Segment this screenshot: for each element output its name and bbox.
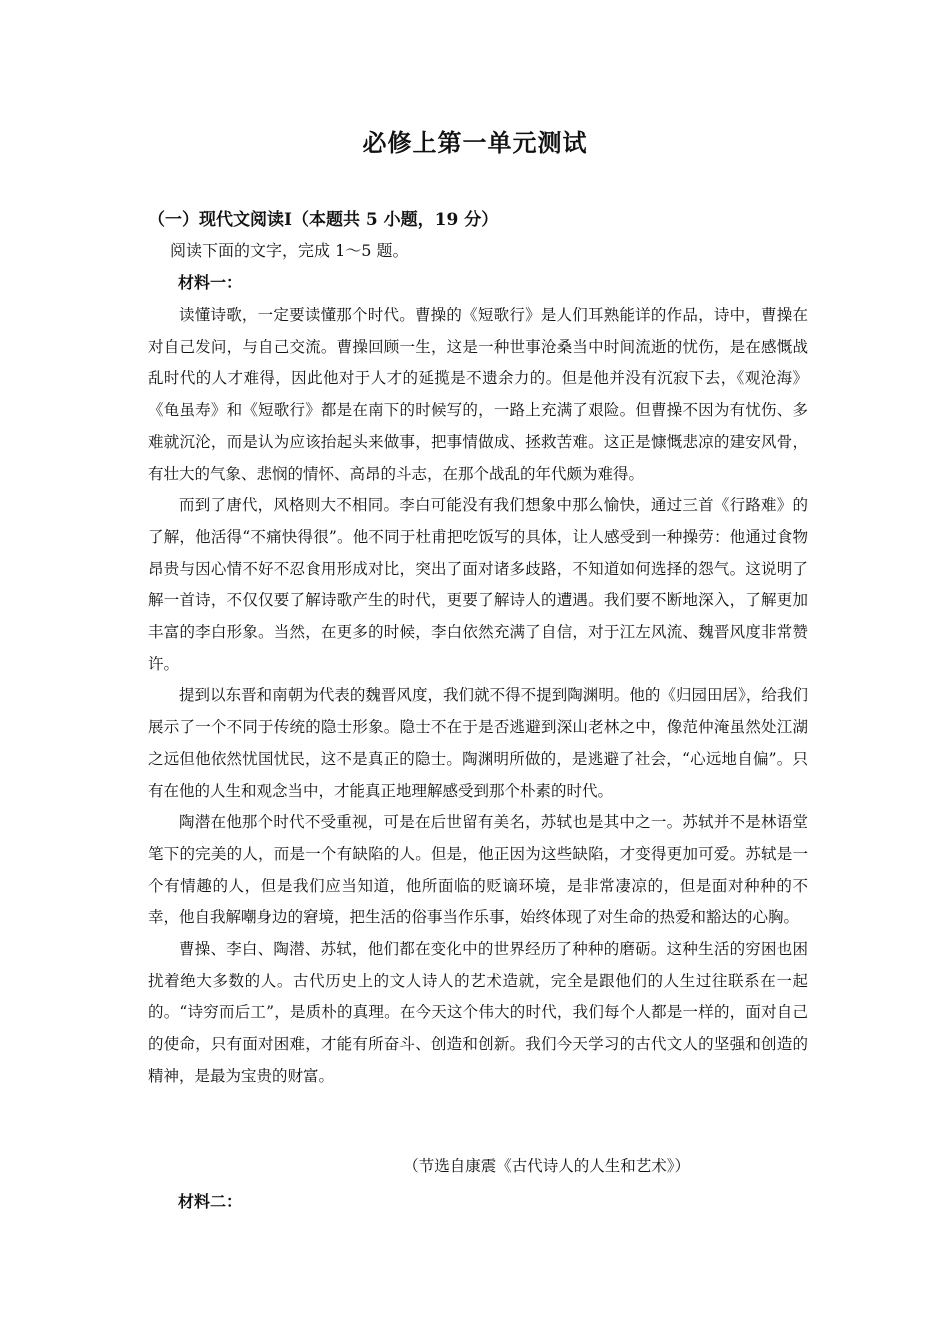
source-citation: （节选自康震《古代诗人的人生和艺术》） <box>403 1157 690 1175</box>
material-one-label: 材料一： <box>178 273 243 292</box>
paragraph: 陶潜在他那个时代不受重视，可是在后世留有美名，苏轼也是其中之一。苏轼并不是林语堂笔下的完美的人，而是一个有缺陷的人。但是，他正因为这些缺陷，才变得更加可爱。苏轼是一个有情趣的人，但是我们应当知道，他所面临的贬谪环境，是非常凄凉的，但是面对种种的不幸，他自我解嘲身边的窘境，把生活的俗事当作乐事，始终体现了对生命的热爱和豁达的心胸。 <box>148 813 808 927</box>
material-one-body <box>148 300 808 1093</box>
reading-instruction: 阅读下面的文字，完成 1～5 题。 <box>170 241 409 260</box>
paragraph: 而到了唐代，风格则大不相同。李白可能没有我们想象中那么愉快，通过三首《行路难》的了解，他活得“不痛快得很”。他不同于杜甫把吃饭写的具体，让人感受到一种操劳：他通过食物昂贵与因心情不好不忍食用形成对比，突出了面对诸多歧路，不知道如何选择的怨气。这说明了解一首诗，不仅仅要了解诗歌产生的时代，更要了解诗人的遭遇。我们要不断地深入，了解更加丰富的李白形象。当然，在更多的时候，李白依然充满了自信，对于江左风流、魏晋风度非常赞许。 <box>148 496 808 673</box>
paragraph: 曹操、李白、陶潜、苏轼，他们都在变化中的世界经历了种种的磨砺。这种生活的穷困也困扰着绝大多数的人。古代历史上的文人诗人的艺术造就，完全是跟他们的人生过往联系在一起的。“诗穷而后工”，是质朴的真理。在今天这个伟大的时代，我们每个人都是一样的，面对自己的使命，只有面对困难，才能有所奋斗、创造和创新。我们今天学习的古代文人的坚强和创造的精神，是最为宝贵的财富。 <box>148 940 808 1085</box>
document-title: 必修上第一单元测试 <box>362 128 588 157</box>
paragraph: 提到以东晋和南朝为代表的魏晋风度，我们就不得不提到陶渊明。他的《归园田居》，给我们展示了一个不同于传统的隐士形象。隐士不在于是否逃避到深山老林之中，像范仲淹虽然处江湖之远但他依然忧国忧民，这不是真正的隐士。陶渊明所做的，是逃避了社会，“心远地自偏”。只有在他的人生和观念当中，才能真正地理解感受到那个朴素的时代。 <box>148 686 808 800</box>
section-heading: （一）现代文阅读Ⅰ（本题共 5 小题，19 分） <box>148 210 499 230</box>
paragraph: 读懂诗歌，一定要读懂那个时代。曹操的《短歌行》是人们耳熟能详的作品，诗中，曹操在对自己发问，与自己交流。曹操回顾一生，这是一种世事沧桑当中时间流逝的忧伤，是在感慨战乱时代的人才难得，因此他对于人才的延揽是不遗余力的。但是他并没有沉寂下去，《观沧海》《龟虽寿》和《短歌行》都是在南下的时候写的，一路上充满了艰险。但曹操不因为有忧伤、多难就沉沦，而是认为应该抬起头来做事，把事情做成、拯救苦难。这正是慷慨悲凉的建安风骨，有壮大的气象、悲悯的情怀、高昂的斗志，在那个战乱的年代颇为难得。 <box>148 306 808 483</box>
material-two-label: 材料二： <box>178 1192 243 1211</box>
